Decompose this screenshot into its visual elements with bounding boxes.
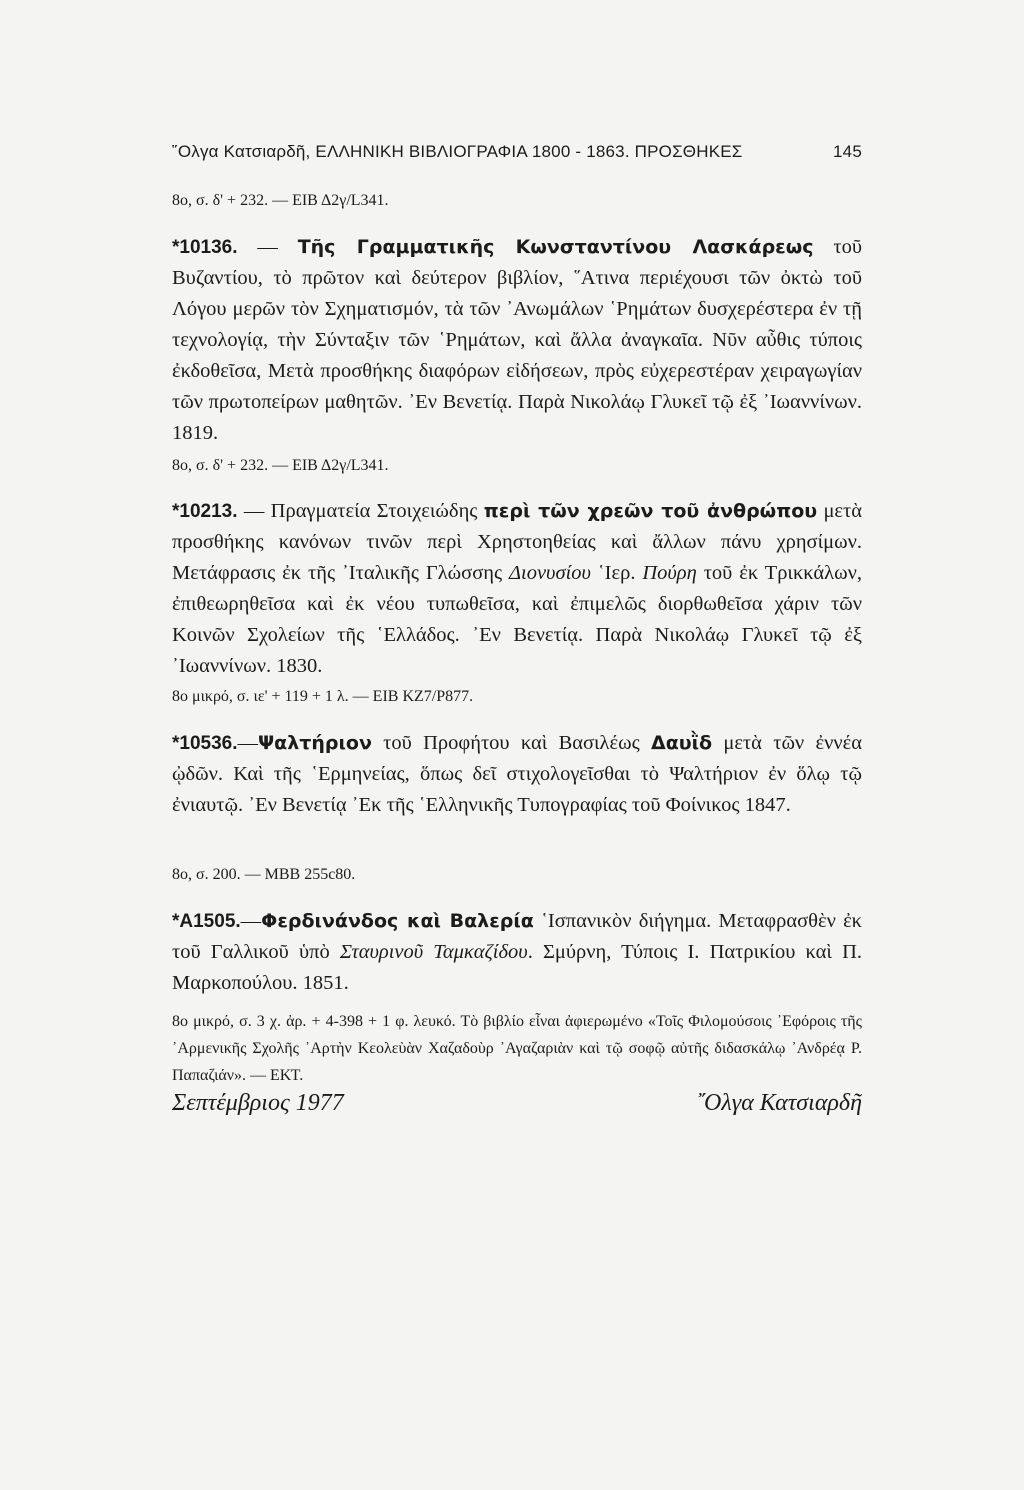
entry-10536: *10536.—Ψαλτήριον τοῦ Προφήτου καὶ Βασιλέως Δαυῒδ μετὰ τῶν ἐννέα ᾠδῶν. Καὶ τῆς ῾Ερμηνείας, ὅπως δεῖ στιχολογεῖσθαι τὸ Ψαλτήριον ἐν ὅλῳ τῷ ἐνιαυτῷ. ᾿Εν Βενετίᾳ ᾿Εκ τῆς ῾Ελληνικῆς Τυπογραφίας τοῦ Φοίνικος 1847. (172, 732, 862, 816)
footer-date: Σεπτέμβριος 1977 (172, 1090, 344, 1116)
entry-a1505: *A1505.—Φερδινάνδος καὶ Βαλερία ῾Ισπανικὸν διήγημα. Μεταφρασθὲν ἐκ τοῦ Γαλλικοῦ ὑπὸ Σταυρινοῦ Ταμκαζίδου. Σμύρνη, Τύποις Ι. Πατρικίου καὶ Π. Μαρκοπούλου. 1851. (172, 910, 863, 994)
entry-10536-description: 8ο, σ. 200. — ΜΒΒ 255c80. (172, 866, 356, 883)
prior-entry-description: 8ο, σ. δ' + 232. — ΕΙΒ Δ2γ/L341. (172, 192, 389, 209)
entry-title-bold: Ψαλτήριον (258, 732, 372, 754)
entry-number: *10213. (172, 501, 238, 522)
header-title: ῞Ολγα Κατσιαρδῆ, ΕΛΛΗΝΙΚΗ ΒΙΒΛΙΟΓΡΑΦΙΑ 1800 - 1863. ΠΡΟΣΘΗΚΕΣ (172, 142, 743, 161)
entry-10136-description: 8ο, σ. δ' + 232. — ΕΙΒ Δ2γ/L341. (172, 457, 389, 474)
translator-name: Σταυρινοῦ Ταμκαζίδου (339, 941, 528, 963)
page-number: 145 (833, 142, 862, 161)
running-head (172, 142, 862, 162)
entry-10136: *10136. — Τῆς Γραμματικῆς Κωνσταντίνου Λασκάρεως τοῦ Βυζαντίου, τὸ πρῶτον καὶ δεύτερον βιβλίον, ῞Ατινα περιέχουσι τῶν ὀκτὼ τοῦ Λόγου μερῶν τὸν Σχηματισμόν, τὰ τῶν ᾿Ανωμάλων ῾Ρημάτων δυσχερέστερα ἐν τῇ τεχνολογίᾳ, τὴν Σύνταξιν τῶν ῾Ρημάτων, καὶ ἄλλα ἀναγκαῖα. Νῦν αὖθις τύποις ἐκδοθεῖσα, Μετὰ προσθήκης διαφόρων εἰδήσεων, πρὸς εὐχερεστέραν χειραγωγίαν τῶν πρωτοπείρων μαθητῶν. ᾿Εν Βενετίᾳ. Παρὰ Νικολάῳ Γλυκεῖ τῷ ἐξ ᾿Ιωαννίνων. 1819. (172, 236, 863, 444)
entry-number: *A1505. (172, 911, 241, 932)
entry-title-bold: Δαυῒδ (651, 732, 713, 754)
author-name: Διονυσίου (508, 562, 591, 584)
entry-title-bold: Τῆς Γραμματικῆς Κωνσταντίνου Λασκάρεως (297, 236, 814, 258)
entry-number: *10136. (172, 237, 238, 258)
entry-10213-description: 8ο μικρό, σ. ιε' + 119 + 1 λ. — ΕΙΒ ΚΖ7/P877. (172, 688, 474, 705)
entry-a1505-description: 8ο μικρό, σ. 3 χ. ἀρ. + 4-398 + 1 φ. λευκό. Τὸ βιβλίο εἶναι ἀφιερωμένο «Τοῖς Φιλομούσοις ᾿Εφόροις τῆς ᾿Αρμενικῆς Σχολῆς ᾿Αρτὴν Κεολεὺὰν Χαζαδοὺρ ᾿Αγαζαριὰν καὶ τῷ σοφῷ αὐτῆς διδασκάλῳ ᾿Ανδρέᾳ Ρ. Παπαζιάν». — ΕΚΤ. (172, 1013, 862, 1084)
entry-title-bold: Φερδινάνδος καὶ Βαλερία (261, 910, 534, 932)
entry-10213: *10213. — Πραγματεία Στοιχειώδης περὶ τῶν χρεῶν τοῦ ἀνθρώπου μετὰ προσθήκης κανόνων τινῶν περὶ Χρηστοηθείας καὶ ἄλλων πάνυ χρησίμων. Μετάφρασις ἐκ τῆς ᾿Ιταλικῆς Γλώσσης Διονυσίου ῾Ιερ. Πούρη τοῦ ἐκ Τρικκάλων, ἐπιθεωρηθεῖσα καὶ ἐκ νέου τυπωθεῖσα, καὶ ἐπιμελῶς διορθωθεῖσα χάριν τῶν Κοινῶν Σχολείων τῆς ῾Ελλάδος. ᾿Εν Βενετίᾳ. Παρὰ Νικολάῳ Γλυκεῖ τῷ ἐξ ᾿Ιωαννίνων. 1830. (172, 500, 863, 677)
entry-number: *10536. (172, 733, 238, 754)
footer-author: ῎Ολγα Κατσιαρδῆ (696, 1090, 862, 1116)
entry-title-bold: περὶ τῶν χρεῶν τοῦ ἀνθρώπου (483, 500, 818, 522)
author-name: Πούρη (642, 562, 697, 584)
